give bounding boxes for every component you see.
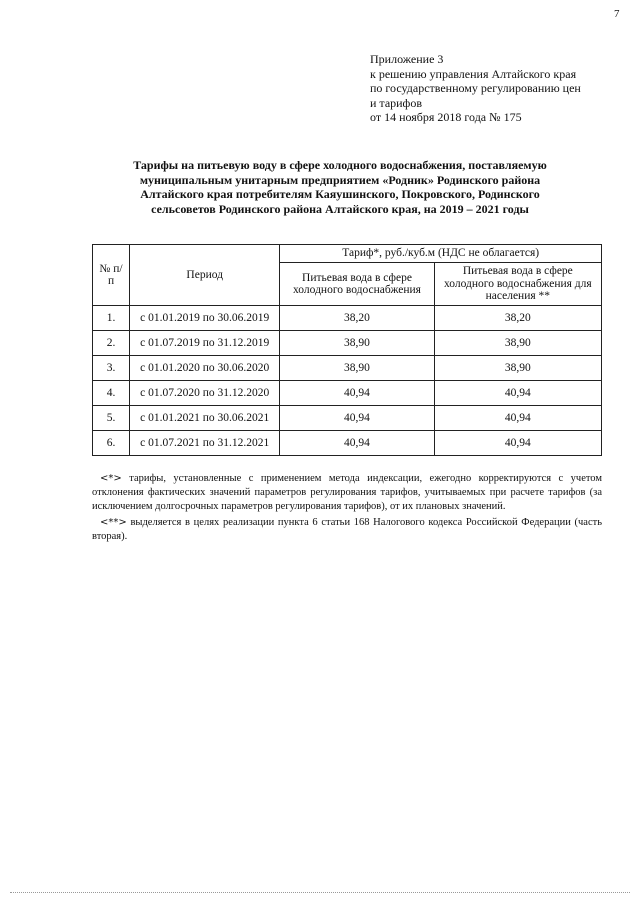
cell-tariff: 38,90 — [280, 356, 434, 381]
table-row — [93, 331, 602, 356]
tariff-table — [92, 244, 602, 456]
cell-tariff-population: 40,94 — [434, 381, 601, 406]
table-header-row — [93, 245, 602, 263]
document-title — [100, 158, 580, 216]
annex-line: Приложение 3 — [370, 52, 444, 66]
table-row — [93, 406, 602, 431]
footnote-marker: <**> — [100, 517, 127, 528]
cell-period: с 01.07.2021 по 31.12.2021 — [130, 431, 280, 456]
cell-tariff: 40,94 — [280, 406, 434, 431]
table-row — [93, 356, 602, 381]
title-line: сельсоветов Родинского района Алтайского края, на 2019 – 2021 годы — [151, 201, 529, 216]
annex-block — [370, 52, 581, 125]
cell-num: 4. — [93, 381, 130, 406]
cell-period: с 01.01.2021 по 30.06.2021 — [130, 406, 280, 431]
annex-line: по государственному регулированию цен — [370, 81, 581, 95]
cell-tariff: 38,20 — [280, 306, 434, 331]
cell-tariff: 38,90 — [280, 331, 434, 356]
header-num: № п/п — [93, 245, 130, 306]
cell-period: с 01.01.2020 по 30.06.2020 — [130, 356, 280, 381]
page-number: 7 — [614, 8, 620, 20]
cell-period: с 01.01.2019 по 30.06.2019 — [130, 306, 280, 331]
page-bottom-rule — [10, 892, 630, 893]
footnotes — [92, 472, 602, 546]
cell-period: с 01.07.2020 по 31.12.2020 — [130, 381, 280, 406]
footnote — [92, 516, 602, 544]
header-drinking-water-population: Питьевая вода в сфере холодного водоснабжения для населения ** — [434, 263, 601, 306]
annex-line: к решению управления Алтайского края — [370, 66, 577, 81]
table-row — [93, 381, 602, 406]
footnote — [92, 472, 602, 514]
annex-line: от 14 ноября 2018 года № 175 — [370, 110, 522, 124]
header-tariff-group: Тариф*, руб./куб.м (НДС не облагается) — [280, 245, 602, 263]
header-drinking-water: Питьевая вода в сфере холодного водоснабжения — [280, 263, 434, 306]
cell-num: 6. — [93, 431, 130, 456]
cell-period: с 01.07.2019 по 31.12.2019 — [130, 331, 280, 356]
cell-tariff-population: 38,90 — [434, 331, 601, 356]
cell-tariff-population: 40,94 — [434, 406, 601, 431]
title-line: Тарифы на питьевую воду в сфере холодного водоснабжения, поставляемую — [133, 158, 547, 172]
cell-tariff-population: 38,90 — [434, 356, 601, 381]
footnote-text: выделяется в целях реализации пункта 6 статьи 168 Налогового кодекса Российской Федерации (часть вторая). — [92, 517, 602, 542]
header-period: Период — [130, 245, 280, 306]
table-row — [93, 431, 602, 456]
title-line: муниципальным унитарным предприятием «Родник» Родинского района — [139, 172, 541, 187]
footnote-marker: <*> — [100, 473, 122, 484]
footnote-text: тарифы, установленные с применением метода индексации, ежегодно корректируются с учетом отклонения фактических значений параметров регулирования тарифов, учитываемых при расчете тарифов (за исключением долгосрочных параметров регулирования тарифов), от их плановых значений. — [92, 473, 602, 512]
cell-tariff-population: 38,20 — [434, 306, 601, 331]
cell-tariff-population: 40,94 — [434, 431, 601, 456]
cell-num: 2. — [93, 331, 130, 356]
cell-num: 3. — [93, 356, 130, 381]
cell-tariff: 40,94 — [280, 431, 434, 456]
cell-num: 1. — [93, 306, 130, 331]
table-row — [93, 306, 602, 331]
annex-line: и тарифов — [370, 95, 423, 110]
title-line: Алтайского края потребителям Каяушинского, Покровского, Родинского — [140, 187, 540, 201]
cell-num: 5. — [93, 406, 130, 431]
cell-tariff: 40,94 — [280, 381, 434, 406]
